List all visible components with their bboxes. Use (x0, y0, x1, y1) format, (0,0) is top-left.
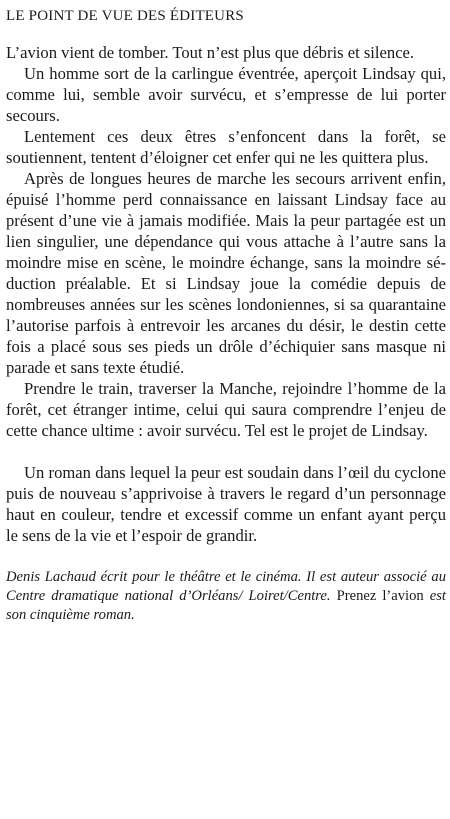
author-note (6, 568, 446, 625)
author-bio-text: Denis Lachaud écrit pour le théâtre et le cinéma. Il est auteur associé au Centre dramatique national d’Orléans/ Loiret/Centre. (6, 569, 446, 604)
book-title: Prenez l’avion (336, 588, 424, 604)
author-bio (6, 568, 446, 625)
novel-summary (6, 462, 446, 546)
paragraph-rescue: Après de longues heures de marche les secours arrivent enfin, épuisé l’homme perd connaissance en laissant Lindsay face au présent d’une vie à jamais modifiée. Mais la peur partagée est un lien singulier, une dépendance qui vous attache à l’autre sans la moindre mise en scène, le moindre échange, sans la moindre séduction préalable. Et si Lindsay joue la comédie depuis de nombreuses années sur les scènes londoniennes, si sa quarantaine l’autorise parfois à entrevoir les arcanes du désir, le destin cette fois a placé sous ses pieds un drôle d’échiquier sans masque ni parade et sans texte étudié. (6, 169, 446, 377)
author-bio-end: est son cinquième roman. (6, 588, 446, 623)
section-heading: LE POINT DE VUE DES ÉDITEURS (6, 8, 244, 24)
paragraph-train: Prendre le train, traverser la Manche, rejoindre l’homme de la forêt, cet étranger intime, celui qui saura comprendre l’enjeu de cette chance ultime : avoir survécu. Tel est le projet de Lindsay. (6, 379, 446, 440)
paragraph-survivor: Un homme sort de la carlingue éventrée, aperçoit Lindsay qui, comme lui, semble avoir survécu, et s’empresse de lui porter secours. (6, 64, 446, 125)
synopsis-text (6, 42, 446, 441)
paragraph-forest: Lentement ces deux êtres s’enfoncent dans la forêt, se soutiennent, tentent d’éloigner cet enfer qui ne les quittera plus. (6, 127, 446, 167)
paragraph-summary: Un roman dans lequel la peur est soudain dans l’œil du cyclone puis de nouveau s’apprivoise à travers le regard d’un personnage haut en couleur, tendre et excessif comme un enfant ayant perçu le sens de la vie et l’espoir de grandir. (6, 463, 446, 545)
paragraph-crash: L’avion vient de tomber. Tout n’est plus que débris et silence. (6, 43, 415, 62)
